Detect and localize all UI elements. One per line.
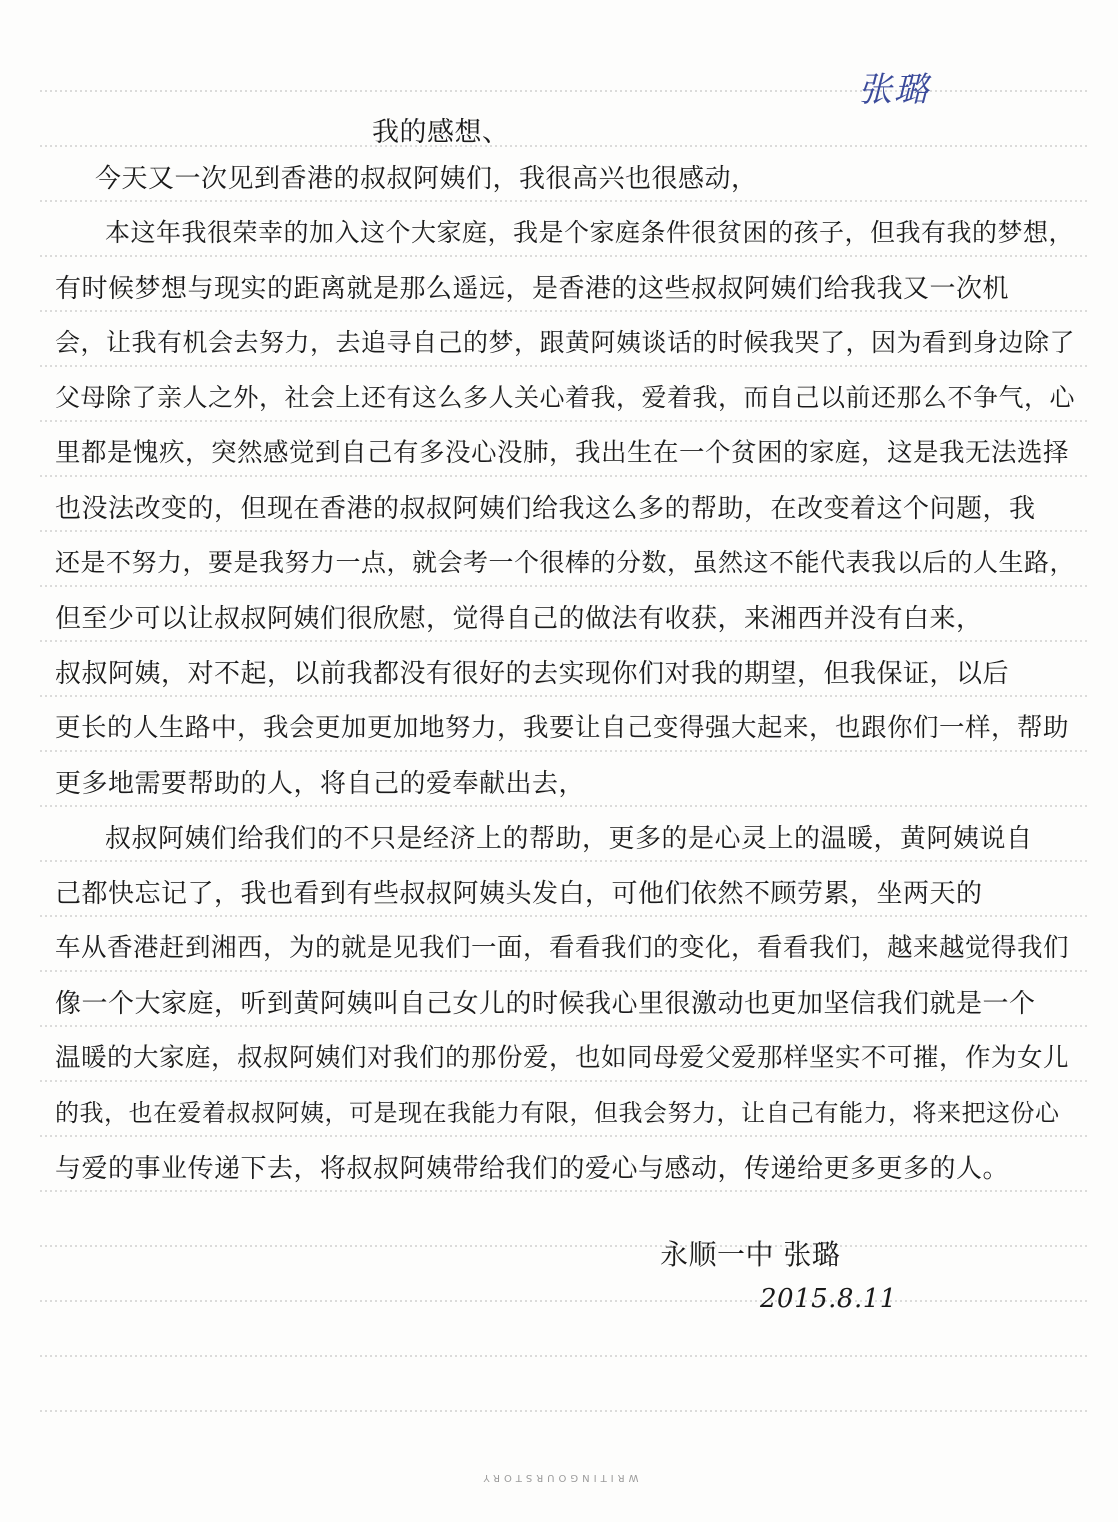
body-line: 有时候梦想与现实的距离就是那么遥远，是香港的这些叔叔阿姨们给我我又一次机 [55, 274, 1010, 304]
signature: 永顺一中 张璐 [660, 1238, 841, 1271]
body-line: 会，让我有机会去努力，去追寻自己的梦，跟黄阿姨谈话的时候我哭了，因为看到身边除了 [55, 328, 1076, 357]
body-line: 也没法改变的，但现在香港的叔叔阿姨们给我这么多的帮助，在改变着这个问题，我 [55, 494, 1036, 524]
body-line: 但至少可以让叔叔阿姨们很欣慰，觉得自己的做法有收获，来湘西并没有白来， [55, 604, 983, 634]
body-line: 与爱的事业传递下去，将叔叔阿姨带给我们的爱心与感动，传递给更多更多的人。 [55, 1154, 1010, 1184]
body-line: 己都快忘记了，我也看到有些叔叔阿姨头发白，可他们依然不顾劳累，坐两天的 [55, 879, 983, 909]
body-line: 的我，也在爱着叔叔阿姨，可是现在我能力有限，但我会努力，让自己有能力，将来把这份心 [55, 1099, 1060, 1127]
body-line: 父母除了亲人之外，社会上还有这么多人关心着我，爱着我，而自己以前还那么不争气，心 [55, 383, 1076, 412]
body-line: 像一个大家庭，听到黄阿姨叫自己女儿的时候我心里很激动也更加坚信我们就是一个 [55, 989, 1036, 1019]
body-line: 还是不努力，要是我努力一点，就会考一个很棒的分数，虽然这不能代表我以后的人生路， [55, 548, 1076, 577]
author-header: 张璐 [858, 70, 930, 110]
body-line: 叔叔阿姨，对不起，以前我都没有很好的去实现你们对我的期望，但我保证，以后 [55, 659, 1010, 689]
body-line: 叔叔阿姨们给我们的不只是经济上的帮助，更多的是心灵上的温暖，黄阿姨说自 [105, 824, 1033, 854]
letter-date: 2015.8.11 [760, 1284, 897, 1314]
footer-brand: WRITINGOURSTORY [479, 1472, 639, 1483]
body-line: 更长的人生路中，我会更加更加地努力，我要让自己变得强大起来，也跟你们一样，帮助 [55, 713, 1070, 743]
body-line: 今天又一次见到香港的叔叔阿姨们，我很高兴也很感动， [95, 164, 758, 194]
body-line: 车从香港赶到湘西，为的就是见我们一面，看看我们的变化，看看我们，越来越觉得我们 [55, 933, 1070, 963]
body-line: 里都是愧疚，突然感觉到自己有多没心没肺，我出生在一个贫困的家庭，这是我无法选择 [55, 438, 1070, 468]
body-line: 温暖的大家庭，叔叔阿姨们对我们的那份爱，也如同母爱父爱那样坚实不可摧，作为女儿 [55, 1043, 1070, 1073]
body-line: 更多地需要帮助的人，将自己的爱奉献出去， [55, 769, 586, 799]
body-line: 本这年我很荣幸的加入这个大家庭，我是个家庭条件很贫困的孩子，但我有我的梦想， [105, 218, 1075, 247]
letter-title: 我的感想、 [372, 117, 510, 148]
